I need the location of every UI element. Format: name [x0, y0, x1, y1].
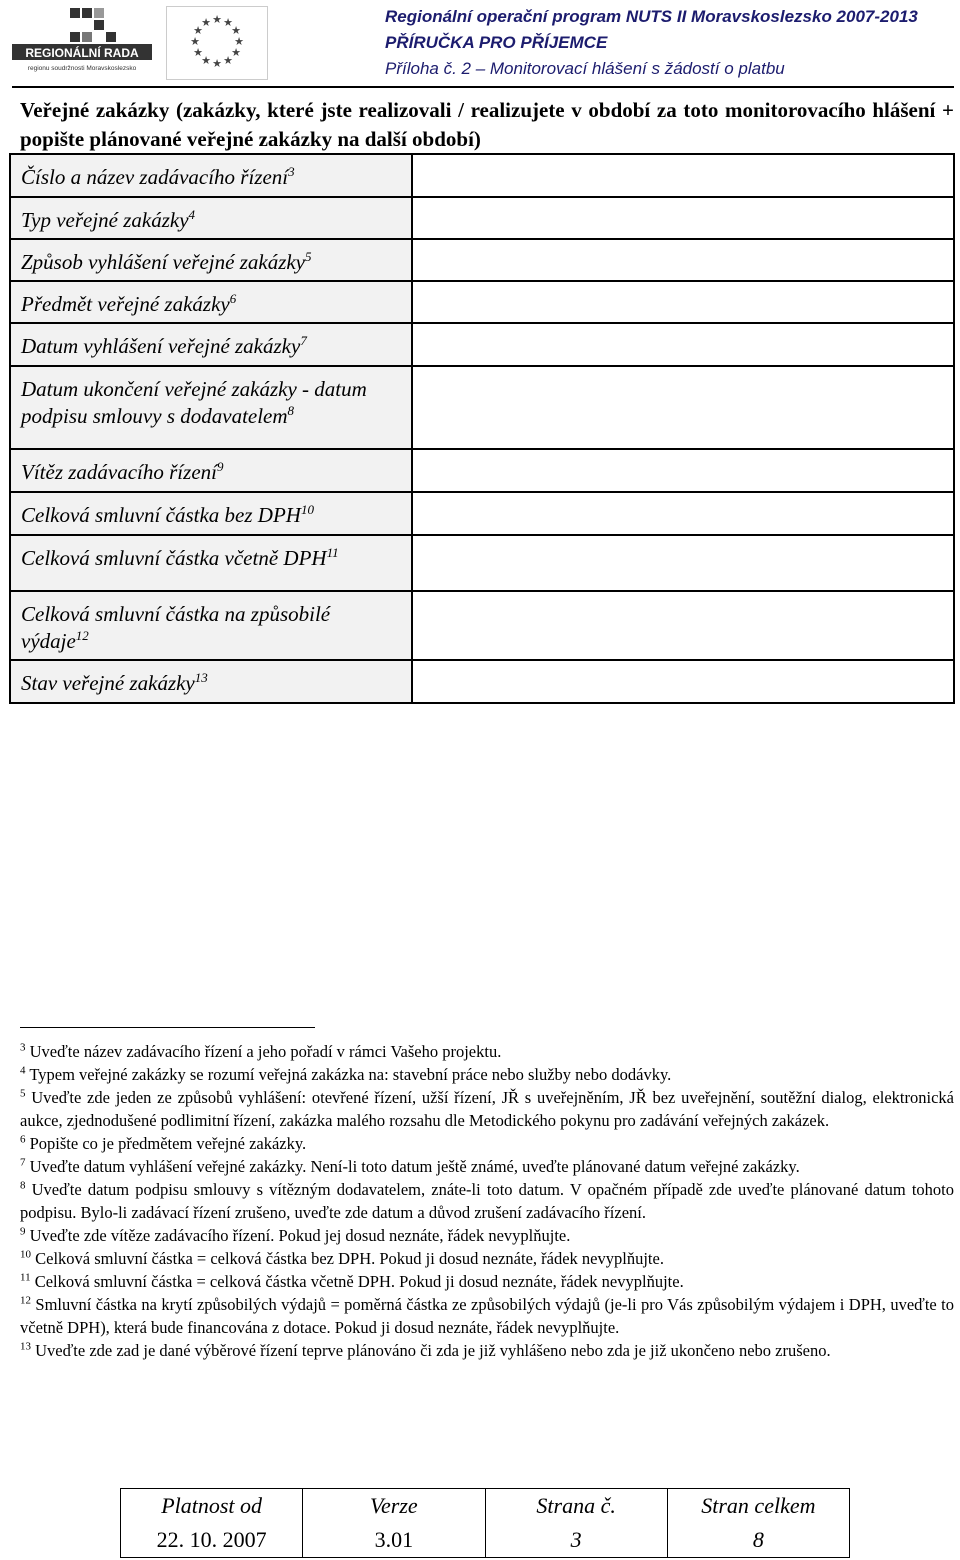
- table-row: [10, 449, 954, 492]
- logo-text: REGIONÁLNÍ RADA: [25, 46, 139, 60]
- table-row: [10, 660, 954, 703]
- footnote-text: Uveďte datum podpisu smlouvy s vítězným dodavatelem, znáte-li toto datum. V opačném případě zde uveďte plánované datum tohoto podpisu. Bylo-li zadávací řízení zrušeno, uveďte zde datum a důvod zrušení zadávacího řízení.: [20, 1180, 954, 1222]
- footnote-text: Uveďte název zadávacího řízení a jeho pořadí v rámci Vašeho projektu.: [29, 1042, 502, 1061]
- footnote-number: 12: [20, 1294, 31, 1307]
- table-row: [10, 239, 954, 281]
- footnote-number: 9: [20, 1225, 26, 1238]
- row-label: [10, 591, 412, 660]
- footnote-text: Uveďte zde zad je dané výběrové řízení teprve plánováno či zda je již vyhlášeno nebo zda je již ukončeno nebo zrušeno.: [35, 1341, 831, 1360]
- table-row: [10, 154, 954, 197]
- footnote-text: Uveďte zde jeden ze způsobů vyhlášení: otevřené řízení, užší řízení, JŘ s uveřejněním, JŘ bez uveřejnění, soutěžní dialog, elektronická aukce, zjednodušené podlimitní řízení, zakázka malého rozsahu dle Metodického pokynu pro zadávání veřejných zakázek.: [20, 1088, 954, 1130]
- program-title: Regionální operační program NUTS II Moravskoslezsko 2007-2013: [385, 7, 918, 26]
- footnote-ref: 8: [287, 403, 295, 418]
- footnote: [20, 1247, 954, 1270]
- footnote-ref: 9: [216, 459, 224, 474]
- footer-page-number: 3: [485, 1523, 667, 1558]
- footnote-number: 7: [20, 1156, 26, 1169]
- row-value-cell[interactable]: [412, 535, 954, 591]
- footnote-number: 11: [20, 1271, 31, 1284]
- footnote-number: 3: [20, 1041, 26, 1054]
- footnote-number: 10: [20, 1248, 31, 1261]
- row-label-text: Datum vyhlášení veřejné zakázky: [21, 334, 301, 358]
- row-label-text: Typ veřejné zakázky: [21, 208, 189, 232]
- table-row: [10, 197, 954, 239]
- footer-version-value: 3.01: [303, 1523, 485, 1558]
- footnote-number: 13: [20, 1340, 31, 1353]
- header-text: [385, 4, 955, 82]
- footnote-text: Smluvní částka na krytí způsobilých výdajů = poměrná částka ze způsobilých výdajů (je-li pro Vás způsobilým výdajem i DPH, uveďte to včetně DPH), která bude financována z dotace. Pokud ji dosud neznáte, řádek nevyplňujte.: [20, 1295, 954, 1337]
- row-label-text: Způsob vyhlášení veřejné zakázky: [21, 250, 306, 274]
- footer-label-total-pages: Stran celkem: [667, 1489, 849, 1524]
- logo-subtext: regionu soudržnosti Moravskoslezsko: [27, 65, 137, 72]
- section-title: Veřejné zakázky (zakázky, které jste realizovali / realizujete v období za toto monitorovacího hlášení + popište plánované veřejné zakázky na další období): [20, 98, 954, 151]
- svg-text:★: ★: [223, 16, 233, 29]
- footnote: [20, 1293, 954, 1339]
- row-label: [10, 239, 412, 281]
- row-label-text: Předmět veřejné zakázky: [21, 292, 230, 316]
- footnote-number: 5: [20, 1087, 26, 1100]
- eu-flag-logo: [166, 6, 268, 80]
- table-row: [10, 281, 954, 323]
- row-label: [10, 366, 412, 449]
- eu-stars-icon: [167, 7, 267, 79]
- footnote-ref: 4: [188, 207, 196, 222]
- row-label-text: Celková smluvní částka včetně DPH: [21, 546, 327, 570]
- row-value-cell[interactable]: [412, 323, 954, 366]
- svg-text:★: ★: [234, 35, 244, 48]
- footer-label-version: Verze: [303, 1489, 485, 1524]
- footer-validity-date: 22. 10. 2007: [121, 1523, 303, 1558]
- footnote-ref: 3: [288, 164, 295, 179]
- footnote: [20, 1270, 954, 1293]
- footnote: [20, 1224, 954, 1247]
- footnote-number: 6: [20, 1133, 26, 1146]
- footnote-number: 4: [20, 1064, 26, 1077]
- table-row: [10, 591, 954, 660]
- row-label: [10, 660, 412, 703]
- footnote-text: Uveďte datum vyhlášení veřejné zakázky. Není-li toto datum ještě známé, uveďte plánované datum veřejné zakázky.: [29, 1157, 800, 1176]
- footnote: [20, 1339, 954, 1362]
- footnote-ref: 12: [75, 628, 89, 643]
- footnote: [20, 1040, 954, 1063]
- svg-text:★: ★: [212, 57, 222, 70]
- svg-text:★: ★: [212, 13, 222, 26]
- row-value-cell[interactable]: [412, 239, 954, 281]
- footer-total-pages: 8: [667, 1523, 849, 1558]
- page-header: [0, 0, 960, 90]
- row-label: [10, 449, 412, 492]
- footnote-number: 8: [20, 1179, 26, 1192]
- footnote-text: Popište co je předmětem veřejné zakázky.: [29, 1134, 307, 1153]
- row-value-cell[interactable]: [412, 660, 954, 703]
- row-value-cell[interactable]: [412, 281, 954, 323]
- footnote-text: Celková smluvní částka = celková částka včetně DPH. Pokud ji dosud neznáte, řádek nevyplňujte.: [34, 1272, 684, 1291]
- svg-text:★: ★: [193, 46, 203, 59]
- footnote-text: Uveďte zde vítěze zadávacího řízení. Pokud jej dosud neznáte, řádek nevyplňujte.: [29, 1226, 571, 1245]
- footnote: [20, 1155, 954, 1178]
- row-label-text: Celková smluvní částka bez DPH: [21, 503, 301, 527]
- row-value-cell[interactable]: [412, 591, 954, 660]
- table-row: [10, 492, 954, 535]
- footnote-ref: 13: [194, 670, 208, 685]
- row-value-cell[interactable]: [412, 154, 954, 197]
- svg-text:★: ★: [193, 24, 203, 37]
- table-row: [10, 366, 954, 449]
- row-label-text: Číslo a název zadávacího řízení: [21, 165, 289, 189]
- row-label: [10, 323, 412, 366]
- footnote-text: Celková smluvní částka = celková částka bez DPH. Pokud ji dosud neznáte, řádek nevyplňujte.: [35, 1249, 664, 1268]
- row-label: [10, 154, 412, 197]
- row-label: [10, 197, 412, 239]
- footnote: [20, 1132, 954, 1155]
- footnotes: [20, 1040, 954, 1362]
- footnote: [20, 1086, 954, 1132]
- row-value-cell[interactable]: [412, 197, 954, 239]
- svg-text:★: ★: [201, 54, 211, 67]
- regional-council-logo: [10, 6, 160, 76]
- row-label: [10, 492, 412, 535]
- row-label-text: Vítěz zadávacího řízení: [21, 460, 217, 484]
- footnote-ref: 6: [229, 291, 237, 306]
- svg-text:★: ★: [231, 46, 241, 59]
- footnote: [20, 1063, 954, 1086]
- footer-info-table: [120, 1488, 850, 1558]
- row-value-cell[interactable]: [412, 449, 954, 492]
- row-label-text: Stav veřejné zakázky: [21, 671, 195, 695]
- svg-text:★: ★: [231, 24, 241, 37]
- row-label: [10, 281, 412, 323]
- row-label-text: Celková smluvní částka na způsobilé výdaje: [21, 602, 331, 653]
- row-value-cell[interactable]: [412, 366, 954, 449]
- footnote-ref: 5: [305, 249, 312, 264]
- svg-text:★: ★: [223, 54, 233, 67]
- manual-title: PŘÍRUČKA PRO PŘÍJEMCE: [385, 33, 608, 52]
- footer-label-validity: Platnost od: [121, 1489, 303, 1524]
- table-row: [10, 535, 954, 591]
- svg-text:★: ★: [190, 35, 200, 48]
- footnote-ref: 11: [326, 545, 339, 560]
- footnote-separator: [20, 1027, 315, 1028]
- footnote-ref: 10: [300, 502, 314, 517]
- table-row: [10, 323, 954, 366]
- footnote-text: Typem veřejné zakázky se rozumí veřejná zakázka na: stavební práce nebo služby nebo dodávky.: [29, 1065, 672, 1084]
- header-divider: [12, 86, 954, 88]
- attachment-title: Příloha č. 2 – Monitorovací hlášení s žádostí o platbu: [385, 59, 785, 78]
- row-value-cell[interactable]: [412, 492, 954, 535]
- footnote: [20, 1178, 954, 1224]
- svg-text:★: ★: [201, 16, 211, 29]
- logo-graphic: [10, 6, 160, 76]
- footer-label-page: Strana č.: [485, 1489, 667, 1524]
- procurement-table: [9, 153, 955, 704]
- row-label-text: Datum ukončení veřejné zakázky - datum podpisu smlouvy s dodavatelem: [21, 377, 367, 428]
- row-label: [10, 535, 412, 591]
- footnote-ref: 7: [300, 333, 307, 348]
